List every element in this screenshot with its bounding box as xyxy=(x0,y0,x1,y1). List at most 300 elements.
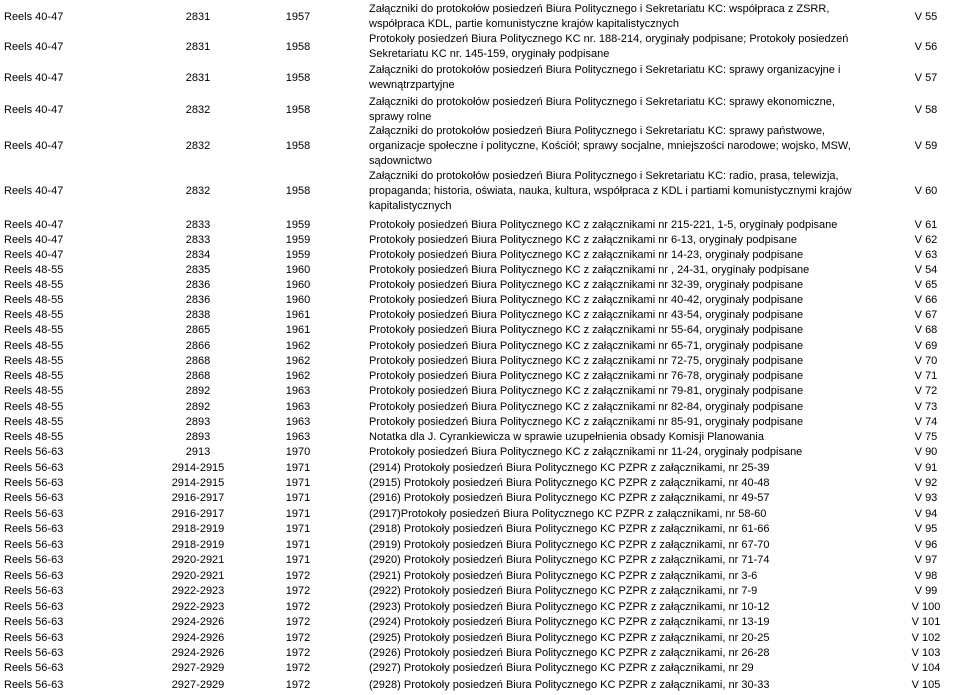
table-row xyxy=(0,538,960,553)
number-cell-text: 2920-2921 xyxy=(171,570,225,582)
reel-cell xyxy=(4,631,124,646)
number-cell-text: 2831 xyxy=(185,40,211,53)
table-row xyxy=(0,661,960,676)
volume-cell xyxy=(860,476,956,491)
year-cell xyxy=(262,522,334,537)
volume-cell-text: V 100 xyxy=(911,601,941,613)
year-cell-text: 1958 xyxy=(285,184,311,197)
year-cell-text: 1971 xyxy=(285,539,311,551)
year-cell xyxy=(262,233,334,248)
year-cell-text: 1958 xyxy=(285,71,311,84)
table-row xyxy=(0,445,960,460)
volume-cell xyxy=(860,339,956,354)
table-row xyxy=(0,384,960,399)
description-cell-text: (2922) Protokoły posiedzeń Biura Politycznego KC PZPR z załącznikami, nr 7-9 xyxy=(369,585,758,597)
description-cell-text: Protokoły posiedzeń Biura Politycznego KC z załącznikami nr 43-54, oryginały podpisane xyxy=(369,309,804,321)
reel-cell xyxy=(4,400,124,415)
number-cell xyxy=(128,263,268,278)
reel-cell xyxy=(4,218,124,233)
description-cell xyxy=(369,62,857,94)
reel-cell-text: Reels 56-63 xyxy=(4,462,64,474)
number-cell-text: 2831 xyxy=(185,71,211,84)
description-cell xyxy=(369,491,857,506)
number-cell-text: 2868 xyxy=(185,370,211,382)
number-cell-text: 2920-2921 xyxy=(171,554,225,566)
description-cell-text: Załączniki do protokołów posiedzeń Biura Politycznego i Sekretariatu KC: sprawy ekonomiczne, sprawy rolne xyxy=(369,96,835,123)
number-cell-text: 2924-2926 xyxy=(171,616,225,628)
table-row xyxy=(0,615,960,630)
year-cell-text: 1961 xyxy=(285,324,311,336)
description-cell-text: (2918) Protokoły posiedzeń Biura Politycznego KC PZPR z załącznikami, nr 61-66 xyxy=(369,523,770,535)
year-cell-text: 1959 xyxy=(285,234,311,246)
description-cell-text: Protokoły posiedzeń Biura Politycznego KC z załącznikami nr 85-91, oryginały podpisane xyxy=(369,416,804,428)
year-cell-text: 1959 xyxy=(285,219,311,231)
year-cell-text: 1971 xyxy=(285,492,311,504)
number-cell-text: 2913 xyxy=(185,446,211,458)
number-cell xyxy=(128,491,268,506)
reel-cell xyxy=(4,445,124,460)
table-row xyxy=(0,0,960,34)
volume-cell xyxy=(860,600,956,615)
year-cell xyxy=(262,584,334,599)
year-cell xyxy=(262,476,334,491)
volume-cell xyxy=(860,445,956,460)
volume-cell-text: V 101 xyxy=(911,616,941,628)
description-cell xyxy=(369,600,857,615)
volume-cell-text: V 56 xyxy=(914,40,938,53)
year-cell-text: 1960 xyxy=(285,294,311,306)
table-row xyxy=(0,646,960,661)
volume-cell xyxy=(860,461,956,476)
table-row xyxy=(0,507,960,522)
volume-cell-text: V 69 xyxy=(914,340,938,352)
volume-cell-text: V 90 xyxy=(914,446,938,458)
volume-cell-text: V 55 xyxy=(914,10,938,23)
description-cell xyxy=(369,233,857,248)
table-row xyxy=(0,62,960,94)
year-cell xyxy=(262,278,334,293)
year-cell xyxy=(262,461,334,476)
volume-cell xyxy=(860,94,956,126)
volume-cell xyxy=(860,384,956,399)
table-row xyxy=(0,600,960,615)
number-cell-text: 2893 xyxy=(185,431,211,443)
year-cell xyxy=(262,445,334,460)
table-row xyxy=(0,415,960,430)
table-row xyxy=(0,323,960,338)
number-cell xyxy=(128,369,268,384)
reel-cell-text: Reels 40-47 xyxy=(4,103,64,116)
reel-cell xyxy=(4,384,124,399)
description-cell-text: Protokoły posiedzeń Biura Politycznego KC nr. 188-214, oryginały podpisane; Protokoły posiedzeń Sekretariatu KC nr. 145-159, oryginały podpisane xyxy=(369,33,849,60)
description-cell xyxy=(369,293,857,308)
volume-cell-text: V 97 xyxy=(914,554,938,566)
number-cell xyxy=(128,445,268,460)
reel-cell-text: Reels 40-47 xyxy=(4,40,64,53)
reel-cell xyxy=(4,538,124,553)
number-cell xyxy=(128,553,268,568)
reel-cell-text: Reels 48-55 xyxy=(4,416,64,428)
number-cell xyxy=(128,354,268,369)
volume-cell xyxy=(860,263,956,278)
description-cell-text: Protokoły posiedzeń Biura Politycznego KC z załącznikami nr 32-39, oryginały podpisane xyxy=(369,279,804,291)
year-cell-text: 1962 xyxy=(285,355,311,367)
number-cell xyxy=(128,62,268,94)
year-cell xyxy=(262,62,334,94)
reel-cell xyxy=(4,491,124,506)
reel-cell xyxy=(4,678,124,693)
reel-cell-text: Reels 40-47 xyxy=(4,10,64,23)
number-cell xyxy=(128,308,268,323)
number-cell xyxy=(128,94,268,126)
year-cell-text: 1959 xyxy=(285,249,311,261)
year-cell xyxy=(262,553,334,568)
description-cell-text: (2927) Protokoły posiedzeń Biura Politycznego KC PZPR z załącznikami, nr 29 xyxy=(369,662,754,674)
number-cell xyxy=(128,461,268,476)
number-cell-text: 2834 xyxy=(185,249,211,261)
year-cell-text: 1958 xyxy=(285,103,311,116)
description-cell-text: Protokoły posiedzeń Biura Politycznego KC z załącznikami nr 79-81, oryginały podpisane xyxy=(369,385,804,397)
table-row xyxy=(0,218,960,233)
year-cell-text: 1960 xyxy=(285,264,311,276)
year-cell xyxy=(262,166,334,216)
volume-cell-text: V 95 xyxy=(914,523,938,535)
description-cell xyxy=(369,615,857,630)
reel-cell-text: Reels 40-47 xyxy=(4,71,64,84)
reel-cell-text: Reels 40-47 xyxy=(4,139,64,152)
reel-cell xyxy=(4,553,124,568)
number-cell-text: 2892 xyxy=(185,385,211,397)
number-cell-text: 2832 xyxy=(185,184,211,197)
reel-cell-text: Reels 48-55 xyxy=(4,309,64,321)
volume-cell xyxy=(860,354,956,369)
year-cell xyxy=(262,646,334,661)
reel-cell-text: Reels 48-55 xyxy=(4,324,64,336)
description-cell xyxy=(369,461,857,476)
number-cell xyxy=(128,522,268,537)
reel-cell-text: Reels 56-63 xyxy=(4,477,64,489)
description-cell xyxy=(369,278,857,293)
description-cell-text: (2924) Protokoły posiedzeń Biura Politycznego KC PZPR z załącznikami, nr 13-19 xyxy=(369,616,770,628)
reel-cell-text: Reels 56-63 xyxy=(4,662,64,674)
year-cell xyxy=(262,569,334,584)
year-cell-text: 1958 xyxy=(285,139,311,152)
table-row xyxy=(0,94,960,126)
volume-cell-text: V 60 xyxy=(914,184,938,197)
table-row xyxy=(0,569,960,584)
number-cell-text: 2922-2923 xyxy=(171,585,225,597)
number-cell-text: 2924-2926 xyxy=(171,632,225,644)
table-row xyxy=(0,278,960,293)
volume-cell xyxy=(860,126,956,166)
reel-cell xyxy=(4,323,124,338)
table-row xyxy=(0,166,960,216)
year-cell xyxy=(262,34,334,60)
number-cell xyxy=(128,218,268,233)
number-cell xyxy=(128,507,268,522)
year-cell xyxy=(262,354,334,369)
year-cell-text: 1972 xyxy=(285,632,311,644)
volume-cell xyxy=(860,278,956,293)
number-cell-text: 2918-2919 xyxy=(171,539,225,551)
number-cell-text: 2865 xyxy=(185,324,211,336)
number-cell-text: 2833 xyxy=(185,219,211,231)
reel-cell xyxy=(4,62,124,94)
description-cell-text: (2914) Protokoły posiedzeń Biura Politycznego KC PZPR z załącznikami, nr 25-39 xyxy=(369,462,770,474)
volume-cell xyxy=(860,369,956,384)
description-cell-text: Protokoły posiedzeń Biura Politycznego KC z załącznikami nr 6-13, oryginały podpisane xyxy=(369,234,798,246)
number-cell-text: 2927-2929 xyxy=(171,679,225,691)
description-cell-text: (2920) Protokoły posiedzeń Biura Politycznego KC PZPR z załącznikami, nr 71-74 xyxy=(369,554,770,566)
number-cell-text: 2916-2917 xyxy=(171,492,225,504)
reel-cell xyxy=(4,233,124,248)
volume-cell-text: V 57 xyxy=(914,71,938,84)
volume-cell-text: V 71 xyxy=(914,370,938,382)
number-cell xyxy=(128,415,268,430)
number-cell xyxy=(128,600,268,615)
year-cell-text: 1963 xyxy=(285,385,311,397)
description-cell-text: Protokoły posiedzeń Biura Politycznego KC z załącznikami nr 72-75, oryginały podpisane xyxy=(369,355,804,367)
volume-cell-text: V 104 xyxy=(911,662,941,674)
reel-cell xyxy=(4,369,124,384)
description-cell xyxy=(369,584,857,599)
volume-cell xyxy=(860,615,956,630)
volume-cell-text: V 96 xyxy=(914,539,938,551)
number-cell-text: 2838 xyxy=(185,309,211,321)
description-cell-text: Protokoły posiedzeń Biura Politycznego KC z załącznikami nr , 24-31, oryginały podpisane xyxy=(369,264,810,276)
description-cell xyxy=(369,415,857,430)
number-cell-text: 2927-2929 xyxy=(171,662,225,674)
description-cell-text: (2916) Protokoły posiedzeń Biura Politycznego KC PZPR z załącznikami, nr 49-57 xyxy=(369,492,770,504)
volume-cell-text: V 72 xyxy=(914,385,938,397)
table-row xyxy=(0,263,960,278)
description-cell-text: (2925) Protokoły posiedzeń Biura Politycznego KC PZPR z załącznikami, nr 20-25 xyxy=(369,632,770,644)
number-cell xyxy=(128,126,268,166)
year-cell-text: 1972 xyxy=(285,679,311,691)
year-cell-text: 1971 xyxy=(285,508,311,520)
description-cell xyxy=(369,538,857,553)
reel-cell xyxy=(4,600,124,615)
number-cell xyxy=(128,339,268,354)
description-cell xyxy=(369,384,857,399)
volume-cell xyxy=(860,553,956,568)
year-cell xyxy=(262,369,334,384)
table-row xyxy=(0,34,960,60)
number-cell-text: 2922-2923 xyxy=(171,601,225,613)
number-cell xyxy=(128,278,268,293)
description-cell xyxy=(369,631,857,646)
number-cell-text: 2832 xyxy=(185,103,211,116)
year-cell-text: 1972 xyxy=(285,647,311,659)
description-cell-text: Protokoły posiedzeń Biura Politycznego KC z załącznikami nr 14-23, oryginały podpisane xyxy=(369,249,804,261)
year-cell-text: 1972 xyxy=(285,662,311,674)
reel-cell xyxy=(4,661,124,676)
reel-cell xyxy=(4,263,124,278)
description-cell xyxy=(369,678,857,693)
year-cell xyxy=(262,615,334,630)
reel-cell xyxy=(4,615,124,630)
description-cell xyxy=(369,507,857,522)
reel-cell xyxy=(4,293,124,308)
description-cell xyxy=(369,218,857,233)
year-cell xyxy=(262,538,334,553)
number-cell-text: 2836 xyxy=(185,294,211,306)
number-cell-text: 2833 xyxy=(185,234,211,246)
reel-cell xyxy=(4,308,124,323)
reel-cell-text: Reels 56-63 xyxy=(4,523,64,535)
number-cell-text: 2836 xyxy=(185,279,211,291)
description-cell xyxy=(369,522,857,537)
year-cell-text: 1972 xyxy=(285,616,311,628)
table-row xyxy=(0,678,960,693)
number-cell-text: 2914-2915 xyxy=(171,462,225,474)
number-cell-text: 2924-2926 xyxy=(171,647,225,659)
volume-cell-text: V 65 xyxy=(914,279,938,291)
reel-cell-text: Reels 40-47 xyxy=(4,249,64,261)
table-row xyxy=(0,553,960,568)
volume-cell xyxy=(860,0,956,34)
volume-cell-text: V 59 xyxy=(914,139,938,152)
description-cell xyxy=(369,339,857,354)
number-cell xyxy=(128,323,268,338)
description-cell-text: Protokoły posiedzeń Biura Politycznego KC z załącznikami nr 65-71, oryginały podpisane xyxy=(369,340,804,352)
volume-cell-text: V 93 xyxy=(914,492,938,504)
year-cell xyxy=(262,384,334,399)
description-cell xyxy=(369,166,857,216)
table-row xyxy=(0,491,960,506)
reel-cell-text: Reels 56-63 xyxy=(4,539,64,551)
reel-cell-text: Reels 56-63 xyxy=(4,508,64,520)
year-cell xyxy=(262,339,334,354)
number-cell-text: 2835 xyxy=(185,264,211,276)
number-cell-text: 2918-2919 xyxy=(171,523,225,535)
volume-cell xyxy=(860,248,956,263)
year-cell-text: 1957 xyxy=(285,10,311,23)
reel-cell-text: Reels 48-55 xyxy=(4,385,64,397)
number-cell xyxy=(128,166,268,216)
volume-cell xyxy=(860,415,956,430)
number-cell-text: 2893 xyxy=(185,416,211,428)
number-cell xyxy=(128,631,268,646)
number-cell-text: 2866 xyxy=(185,340,211,352)
volume-cell-text: V 54 xyxy=(914,264,938,276)
number-cell xyxy=(128,584,268,599)
number-cell xyxy=(128,569,268,584)
reel-cell-text: Reels 48-55 xyxy=(4,279,64,291)
description-cell xyxy=(369,569,857,584)
description-cell-text: Protokoły posiedzeń Biura Politycznego KC z załącznikami nr 76-78, oryginały podpisane xyxy=(369,370,804,382)
description-cell-text: Notatka dla J. Cyrankiewicza w sprawie uzupełnienia obsady Komisji Planowania xyxy=(369,431,764,443)
year-cell xyxy=(262,400,334,415)
reel-cell-text: Reels 56-63 xyxy=(4,601,64,613)
reel-cell-text: Reels 48-55 xyxy=(4,355,64,367)
number-cell-text: 2831 xyxy=(185,10,211,23)
year-cell-text: 1971 xyxy=(285,554,311,566)
reel-cell xyxy=(4,646,124,661)
volume-cell xyxy=(860,522,956,537)
table-row xyxy=(0,461,960,476)
year-cell xyxy=(262,507,334,522)
reel-cell-text: Reels 56-63 xyxy=(4,554,64,566)
year-cell xyxy=(262,678,334,693)
volume-cell-text: V 98 xyxy=(914,570,938,582)
number-cell-text: 2868 xyxy=(185,355,211,367)
year-cell xyxy=(262,218,334,233)
year-cell-text: 1972 xyxy=(285,570,311,582)
reel-cell xyxy=(4,461,124,476)
description-cell xyxy=(369,354,857,369)
description-cell xyxy=(369,126,857,166)
description-cell xyxy=(369,369,857,384)
volume-cell xyxy=(860,62,956,94)
volume-cell-text: V 63 xyxy=(914,249,938,261)
year-cell xyxy=(262,126,334,166)
table-row xyxy=(0,430,960,445)
description-cell xyxy=(369,308,857,323)
volume-cell xyxy=(860,166,956,216)
description-cell xyxy=(369,0,857,34)
volume-cell xyxy=(860,584,956,599)
year-cell xyxy=(262,293,334,308)
year-cell-text: 1963 xyxy=(285,431,311,443)
number-cell xyxy=(128,248,268,263)
volume-cell-text: V 105 xyxy=(911,679,941,691)
description-cell-text: Załączniki do protokołów posiedzeń Biura Politycznego i Sekretariatu KC: sprawy organizacyjne i wewnątrzpartyjne xyxy=(369,64,841,91)
number-cell xyxy=(128,293,268,308)
year-cell-text: 1962 xyxy=(285,340,311,352)
description-cell-text: Protokoły posiedzeń Biura Politycznego KC z załącznikami nr 11-24, oryginały podpisane xyxy=(369,446,803,458)
reel-cell xyxy=(4,569,124,584)
reel-cell xyxy=(4,248,124,263)
description-cell xyxy=(369,323,857,338)
year-cell-text: 1971 xyxy=(285,462,311,474)
number-cell xyxy=(128,430,268,445)
year-cell xyxy=(262,94,334,126)
year-cell xyxy=(262,600,334,615)
table-row xyxy=(0,476,960,491)
table-row xyxy=(0,631,960,646)
number-cell-text: 2832 xyxy=(185,139,211,152)
reel-cell-text: Reels 48-55 xyxy=(4,294,64,306)
table-row xyxy=(0,308,960,323)
table-row xyxy=(0,522,960,537)
volume-cell-text: V 92 xyxy=(914,477,938,489)
volume-cell xyxy=(860,308,956,323)
description-cell-text: (2917)Protokoły posiedzeń Biura Politycznego KC PZPR z załącznikami, nr 58-60 xyxy=(369,508,767,520)
volume-cell xyxy=(860,218,956,233)
year-cell-text: 1961 xyxy=(285,309,311,321)
volume-cell-text: V 67 xyxy=(914,309,938,321)
year-cell xyxy=(262,430,334,445)
reel-cell xyxy=(4,584,124,599)
number-cell xyxy=(128,34,268,60)
volume-cell xyxy=(860,430,956,445)
table-row xyxy=(0,354,960,369)
reel-cell xyxy=(4,415,124,430)
description-cell xyxy=(369,445,857,460)
description-cell xyxy=(369,661,857,676)
volume-cell xyxy=(860,491,956,506)
volume-cell xyxy=(860,678,956,693)
number-cell xyxy=(128,615,268,630)
volume-cell-text: V 73 xyxy=(914,401,938,413)
volume-cell-text: V 103 xyxy=(911,647,941,659)
reel-cell xyxy=(4,354,124,369)
reel-cell-text: Reels 56-63 xyxy=(4,616,64,628)
reel-cell-text: Reels 56-63 xyxy=(4,446,64,458)
description-cell-text: Protokoły posiedzeń Biura Politycznego KC z załącznikami nr 215-221, 1-5, oryginały podpisane xyxy=(369,219,838,231)
reel-cell-text: Reels 56-63 xyxy=(4,679,64,691)
